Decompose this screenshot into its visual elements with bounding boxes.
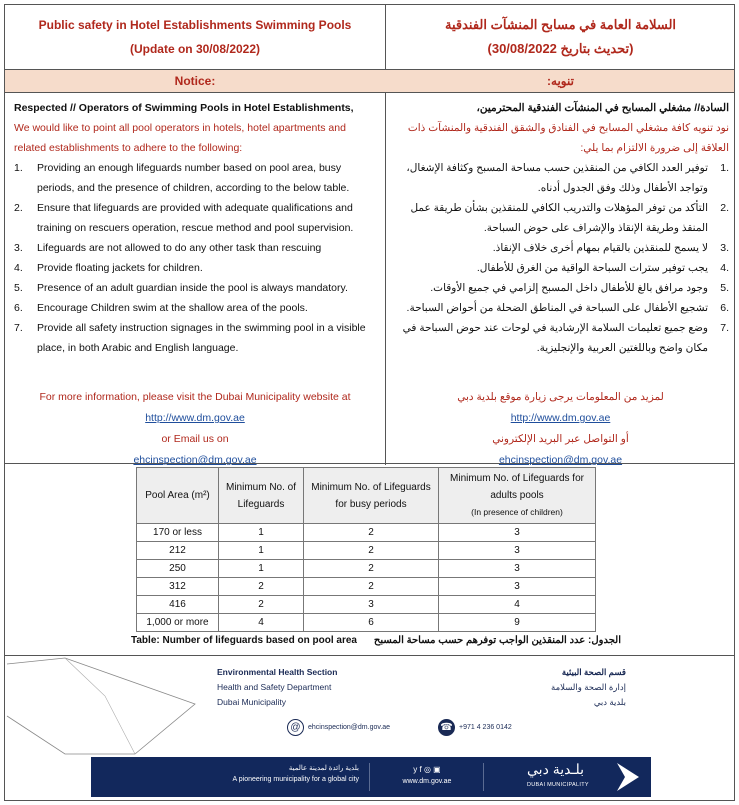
list-item [394,298,729,318]
english-greeting: Respected // Operators of Swimming Pools in Hotel Establishments, [14,102,354,114]
tagline [119,763,359,785]
logo-mark-icon [613,761,643,793]
footer-phone[interactable] [438,719,512,736]
item-text: Presence of an adult guardian inside the pool is always mandatory. [37,282,348,294]
footer [4,656,735,801]
arabic-title: السلامة العامة في مسابح المنشآت الفندقية [444,17,677,32]
english-intro: We would like to point all pool operators in hotels, hotel apartments and related establishments to adhere to the following: [14,122,346,154]
item-text: Lifeguards are not allowed to do any other task than rescuing [37,242,322,254]
item-text: Providing an enough lifeguards number based on pool area, busy periods, and the presence of children, according to the below table. [37,162,350,194]
item-number: .1 [720,162,729,174]
cell-busy: 2 [304,542,439,560]
arabic-greeting: السادة// مشغلي المسابح في المنشآت الفندقية المحترمين، [476,102,729,114]
item-number: .5 [720,282,729,294]
col-header-busy: Minimum No. of Lifeguards for busy periods [304,468,439,524]
lifeguard-table-section [4,464,735,656]
arabic-update-date: (تحديث بتاريخ 30/08/2022) [487,41,634,56]
cell-area: 250 [137,560,219,578]
footer-website[interactable]: www.dm.gov.ae [402,778,452,785]
item-number: .7 [720,322,729,334]
decorative-outline-graphic [5,656,205,756]
table-row [137,524,596,542]
cell-min: 1 [219,542,304,560]
list-item [394,278,729,298]
item-text: Provide floating jackets for children. [37,262,203,274]
item-number: 5. [14,282,23,294]
table-row [137,596,596,614]
english-body [14,98,378,358]
item-number: 6. [14,302,23,314]
list-item [14,278,378,298]
dubai-municipality-logo [527,761,647,793]
english-or-email: or Email us on [161,433,229,445]
logo-text-en: DUBAI MUNICIPALITY [527,782,589,788]
item-text: التأكد من توفر المؤهلات والتدريب الكافي للمنقذين بشأن طريقة عمل المنقذ وطريقة الإنقاذ والإشراف على حوض السباحة. [410,202,708,234]
municipality-name-en: Dubai Municipality [217,697,286,707]
table-caption-en: Table: Number of lifeguards based on pool area [131,635,357,646]
cell-area: 416 [137,596,219,614]
list-item [394,258,729,278]
notice-panel [4,4,735,464]
item-text: وضع جميع تعليمات السلامة الإرشادية في لوحات عند حوض السباحة في مكان واضح وباللغتين العربية والإنجليزية. [402,322,708,354]
arabic-intro: نود تنويه كافة مشغلي المسابح في الفنادق والشقق الفندقية والمنشآت ذات العلاقة إلى ضرورة الالتزام بما يلي: [407,122,729,154]
cell-busy: 3 [304,596,439,614]
cell-adults: 3 [439,578,596,596]
item-number: .3 [720,242,729,254]
department-info-ar [551,665,626,710]
list-item [394,158,729,198]
item-number: 7. [14,322,23,334]
arabic-or-email: أو التواصل عبر البريد الإلكتروني [492,433,629,445]
arabic-contact-block [386,387,735,471]
item-text: توفير العدد الكافي من المنقذين حسب مساحة المسبح وكثافة الإشغال، وتواجد الأطفال وذلك وفق الجدول أدناه. [406,162,708,194]
department-info-en [217,665,337,710]
arabic-instructions-list [394,158,729,358]
cell-busy: 2 [304,578,439,596]
english-email-link[interactable]: ehcinspection@dm.gov.ae [133,454,257,466]
arabic-body [394,98,729,358]
list-item [14,298,378,318]
item-number: .6 [720,302,729,314]
cell-area: 212 [137,542,219,560]
arabic-header [386,5,735,69]
english-header [5,5,385,69]
item-number: 1. [14,162,23,174]
notice-label-en: Notice: [174,74,216,88]
list-item [14,198,378,238]
cell-min: 1 [219,524,304,542]
item-number: .2 [720,202,729,214]
table-row [137,542,596,560]
col-header-adults-text: Minimum No. of Lifeguards for adults pools [450,473,584,501]
list-item [394,318,729,358]
item-text: وجود مرافق بالغ للأطفال داخل المسبح إلزامي في جميع الأوقات. [430,282,708,294]
list-item [14,258,378,278]
cell-min: 2 [219,596,304,614]
item-text: Ensure that lifeguards are provided with adequate qualifications and training on rescuers operation, rescue method and pool supervision. [37,202,354,234]
item-text: Encourage Children swim at the shallow area of the pools. [37,302,308,314]
branding-band [91,757,651,797]
item-number: 2. [14,202,23,214]
cell-busy: 6 [304,614,439,632]
list-item [14,238,378,258]
list-item [14,158,378,198]
band-divider [483,763,484,791]
logo-text-ar: بلـدية دبي [527,761,585,777]
item-text: Provide all safety instruction signages in the swimming pool in a visible place, in both Arabic and English language. [37,322,366,354]
english-title: Public safety in Hotel Establishments Swimming Pools [38,18,352,32]
cell-busy: 2 [304,560,439,578]
col-header-min: Minimum No. of Lifeguards [219,468,304,524]
table-caption-ar: الجدول: عدد المنقذين الواجب توفرهم حسب مساحة المسبح [373,635,621,646]
arabic-email-link[interactable]: ehcinspection@dm.gov.ae [498,454,623,466]
cell-min: 2 [219,578,304,596]
band-divider [369,763,370,791]
cell-area: 312 [137,578,219,596]
table-row [137,578,596,596]
tagline-en: A pioneering municipality for a global city [232,776,359,783]
item-number: .4 [720,262,729,274]
english-update-date: (Update on 30/08/2022) [129,42,261,56]
tagline-ar: بلدية رائدة لمدينة عالمية [288,765,359,772]
arabic-website-link[interactable]: http://www.dm.gov.ae [510,412,611,424]
col-header-area: Pool Area (m²) [137,468,219,524]
footer-phone-text: +971 4 236 0142 [459,724,512,731]
english-contact-block [5,387,385,471]
cell-area: 1,000 or more [137,614,219,632]
municipality-name-ar: بلدية دبي [593,697,626,707]
section-name-en: Environmental Health Section [217,667,338,677]
english-website-link[interactable]: http://www.dm.gov.ae [145,412,245,424]
col-header-adults [439,468,596,524]
table-row [137,614,596,632]
item-number: 4. [14,262,23,274]
item-text: لا يسمح للمنقذين بالقيام بمهام أخرى خلاف الإنقاذ. [492,242,708,254]
notice-label-ar: تنويه: [547,74,574,88]
item-text: يجب توفير سترات السباحة الواقية من الغرق للأطفال. [476,262,708,274]
cell-adults: 9 [439,614,596,632]
item-text: تشجيع الأطفال على السباحة في المناطق الضحلة من أحواض السباحة. [406,302,708,314]
cell-adults: 3 [439,524,596,542]
notice-row [5,69,734,93]
table-header-row [137,468,596,524]
cell-adults: 3 [439,560,596,578]
english-instructions-list [14,158,378,358]
list-item [394,238,729,258]
cell-adults: 3 [439,542,596,560]
cell-min: 4 [219,614,304,632]
section-name-ar: قسم الصحة البيئية [561,667,626,677]
department-name-ar: إدارة الصحة والسلامة [551,682,626,692]
department-name-en: Health and Safety Department [217,682,332,692]
at-sign-icon: @ [287,719,304,736]
list-item [14,318,378,358]
phone-icon: ☎ [438,719,455,736]
table-row [137,560,596,578]
social-icons[interactable]: y f ◎ ▣ [413,765,441,774]
cell-adults: 4 [439,596,596,614]
footer-email[interactable] [287,719,390,736]
col-header-adults-note: (In presence of children) [471,507,563,517]
lifeguard-table [136,467,596,632]
english-more-info: For more information, please visit the Dubai Municipality website at [39,391,351,403]
cell-min: 1 [219,560,304,578]
cell-busy: 2 [304,524,439,542]
arabic-more-info: لمزيد من المعلومات يرجى زيارة موقع بلدية دبي [457,391,664,403]
item-number: 3. [14,242,23,254]
cell-area: 170 or less [137,524,219,542]
list-item [394,198,729,238]
social-links [387,764,467,788]
footer-email-text: ehcinspection@dm.gov.ae [308,724,391,731]
